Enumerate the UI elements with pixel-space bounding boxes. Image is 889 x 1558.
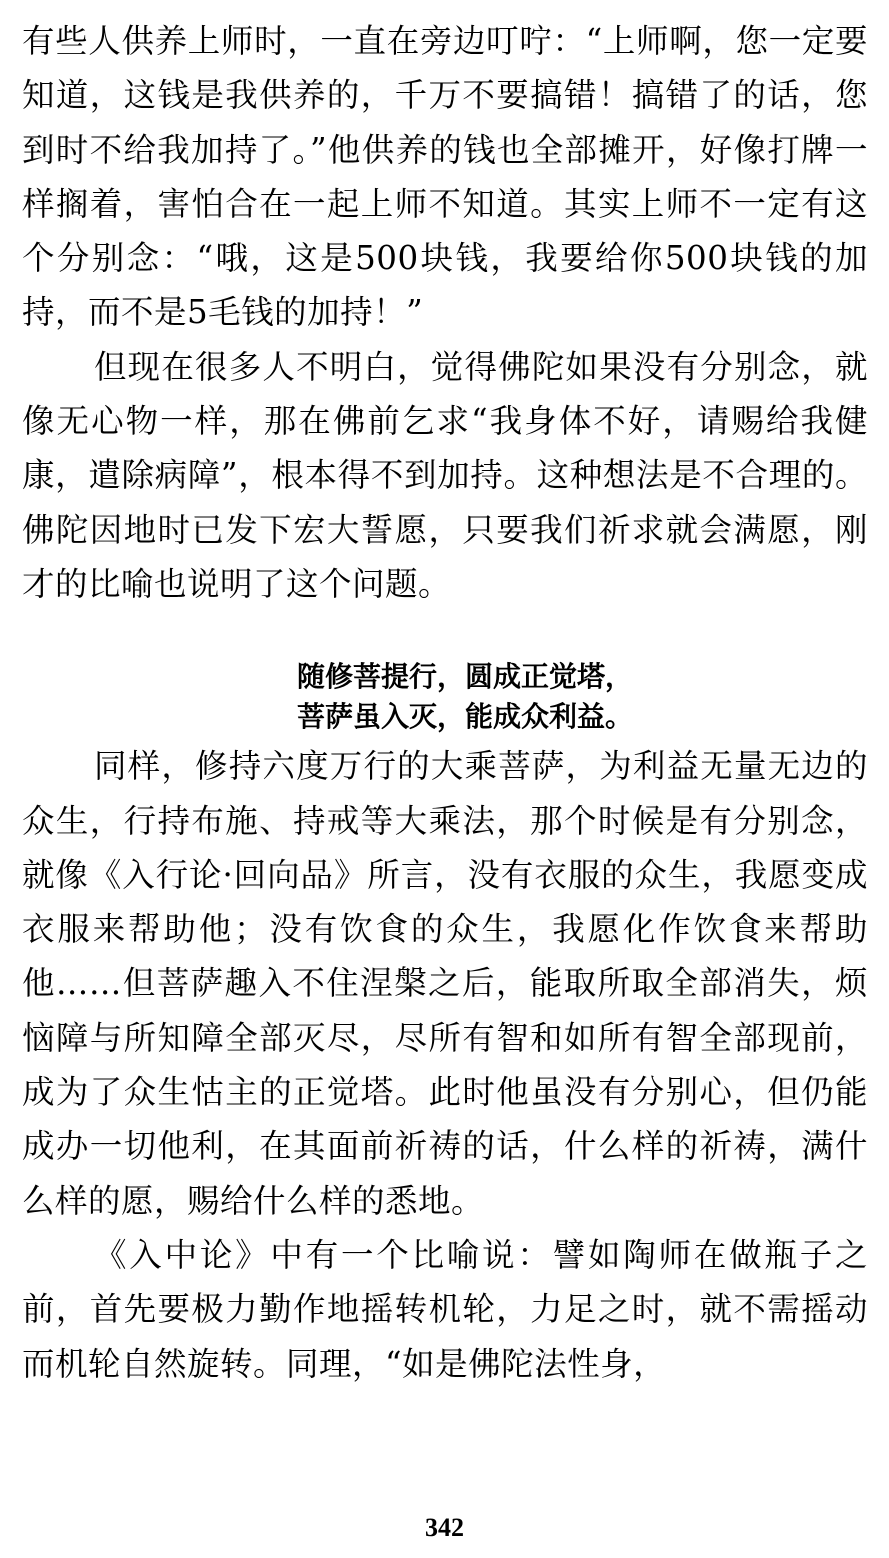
paragraph-1: 有些人供养上师时，一直在旁边叮咛：“上师啊，您一定要知道，这钱是我供养的，千万不要搞错！搞错了的话，您到时不给我加持了。”他供养的钱也全部摊开，好像打牌一样搁着，害怕合在一起上师不知道。其实上师不一定有这个分别念：“哦，这是500块钱，我要给你500块钱的加持，而不是5毛钱的加持！” [22,22,868,332]
verse-line-2: 菩萨虽入灭，能成众利益。 [296,700,633,734]
verse-block [22,657,868,737]
page-body [22,14,868,1391]
paragraph-3: 同样，修持六度万行的大乘菩萨，为利益无量无边的众生，行持布施、持戒等大乘法，那个时候是有分别念，就像《入行论·回向品》所言，没有衣服的众生，我愿变成衣服来帮助他；没有饮食的众生，我愿化作饮食来帮助他……但菩萨趣入不住涅槃之后，能取所取全部消失，烦恼障与所知障全部灭尽，尽所有智和如所有智全部现前，成为了众生怙主的正觉塔。此时他虽没有分别心，但仍能成办一切他利，在其面前祈祷的话，什么样的祈祷，满什么样的愿，赐给什么样的悉地。 [22,747,868,1220]
verse-line-1: 随修菩提行，圆成正觉塔， [296,660,633,694]
paragraph-4: 《入中论》中有一个比喻说：譬如陶师在做瓶子之前，首先要极力勤作地摇转机轮，力足之时，就不需摇动而机轮自然旋转。同理，“如是佛陀法性身， [22,1235,868,1383]
paragraph-2: 但现在很多人不明白，觉得佛陀如果没有分别念，就像无心物一样，那在佛前乞求“我身体不好，请赐给我健康，遣除病障”，根本得不到加持。这种想法是不合理的。佛陀因地时已发下宏大誓愿，只要我们祈求就会满愿，刚才的比喻也说明了这个问题。 [22,347,868,603]
page-number: 342 [425,1513,464,1542]
